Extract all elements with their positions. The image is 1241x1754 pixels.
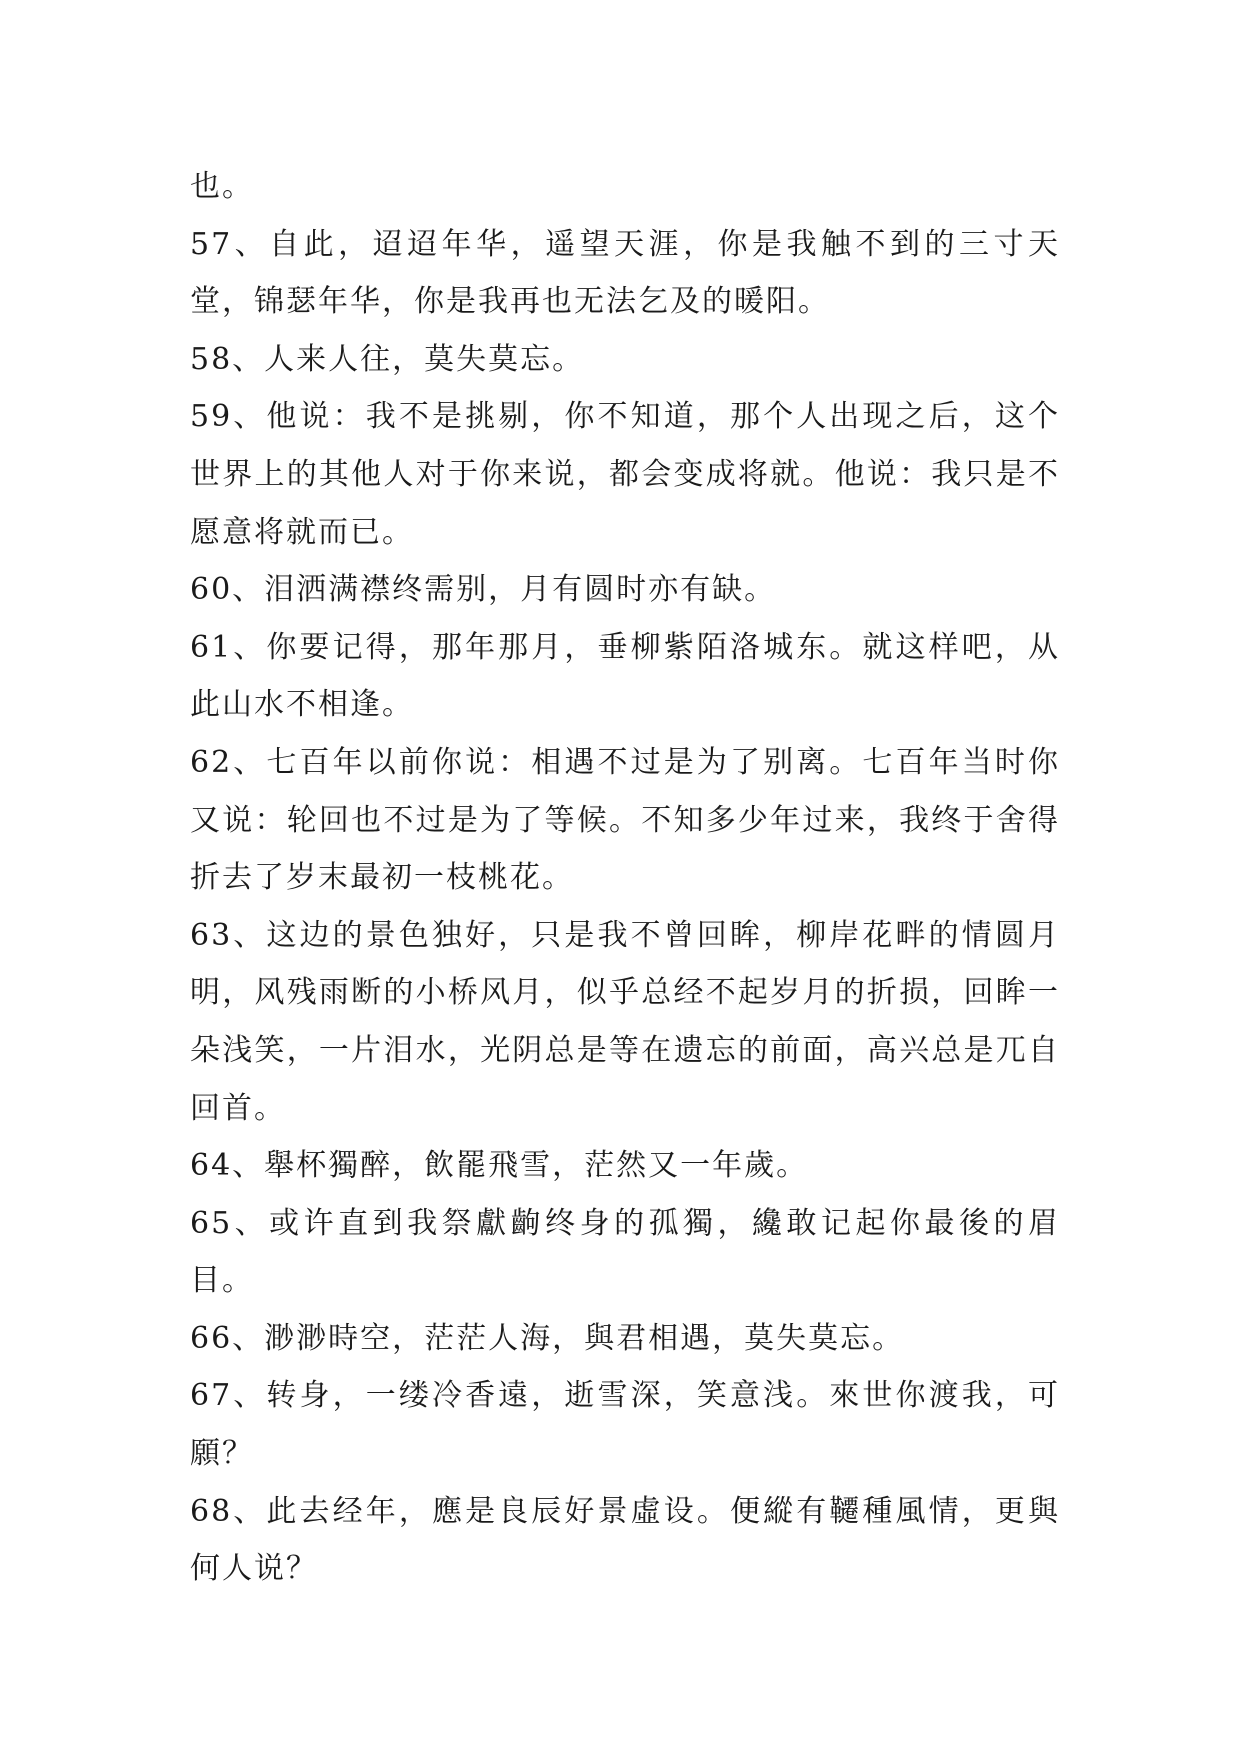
paragraph-66: 66、渺渺時空，茫茫人海，與君相遇，莫失莫忘。 (190, 1320, 905, 1356)
paragraph-59: 59、他说：我不是挑剔，你不知道，那个人出现之后，这个世界上的其他人对于你来说，都会变成将就。他说：我只是不愿意将就而已。 (190, 399, 1060, 550)
document-body (190, 158, 1060, 1598)
paragraph-63: 63、这边的景色独好，只是我不曾回眸，柳岸花畔的情圆月明，风残雨断的小桥风月，似乎总经不起岁月的折损，回眸一朵浅笑，一片泪水，光阴总是等在遗忘的前面，高兴总是兀自回首。 (190, 917, 1060, 1126)
paragraph-58: 58、人来人往，莫失莫忘。 (190, 341, 585, 377)
paragraph-65: 65、或许直到我祭獻齣终身的孤獨，纔敢记起你最後的眉目。 (190, 1205, 1060, 1299)
paragraph-61: 61、你要记得，那年那月，垂柳紫陌洛城东。就这样吧，从此山水不相逢。 (190, 629, 1060, 723)
paragraph-62: 62、七百年以前你说：相遇不过是为了别离。七百年当时你又说：轮回也不过是为了等候。不知多少年过来，我终于舍得折去了岁末最初一枝桃花。 (190, 744, 1060, 896)
paragraph-64: 64、舉杯獨醉，飲罷飛雪，茫然又一年歲。 (190, 1148, 809, 1184)
paragraph-60: 60、泪洒满襟终需别，月有圆时亦有缺。 (190, 572, 777, 608)
paragraph-57: 57、自此，迢迢年华，遥望天涯，你是我触不到的三寸天堂，锦瑟年华，你是我再也无法乞及的暖阳。 (190, 226, 1060, 320)
paragraph-continuation: 也。 (190, 169, 254, 204)
paragraph-67: 67、转身，一缕冷香遠，逝雪深，笑意浅。來世你渡我，可願？ (190, 1378, 1060, 1472)
paragraph-68: 68、此去经年，應是良辰好景虛设。便縱有韆種風情，更與何人说？ (190, 1493, 1060, 1587)
